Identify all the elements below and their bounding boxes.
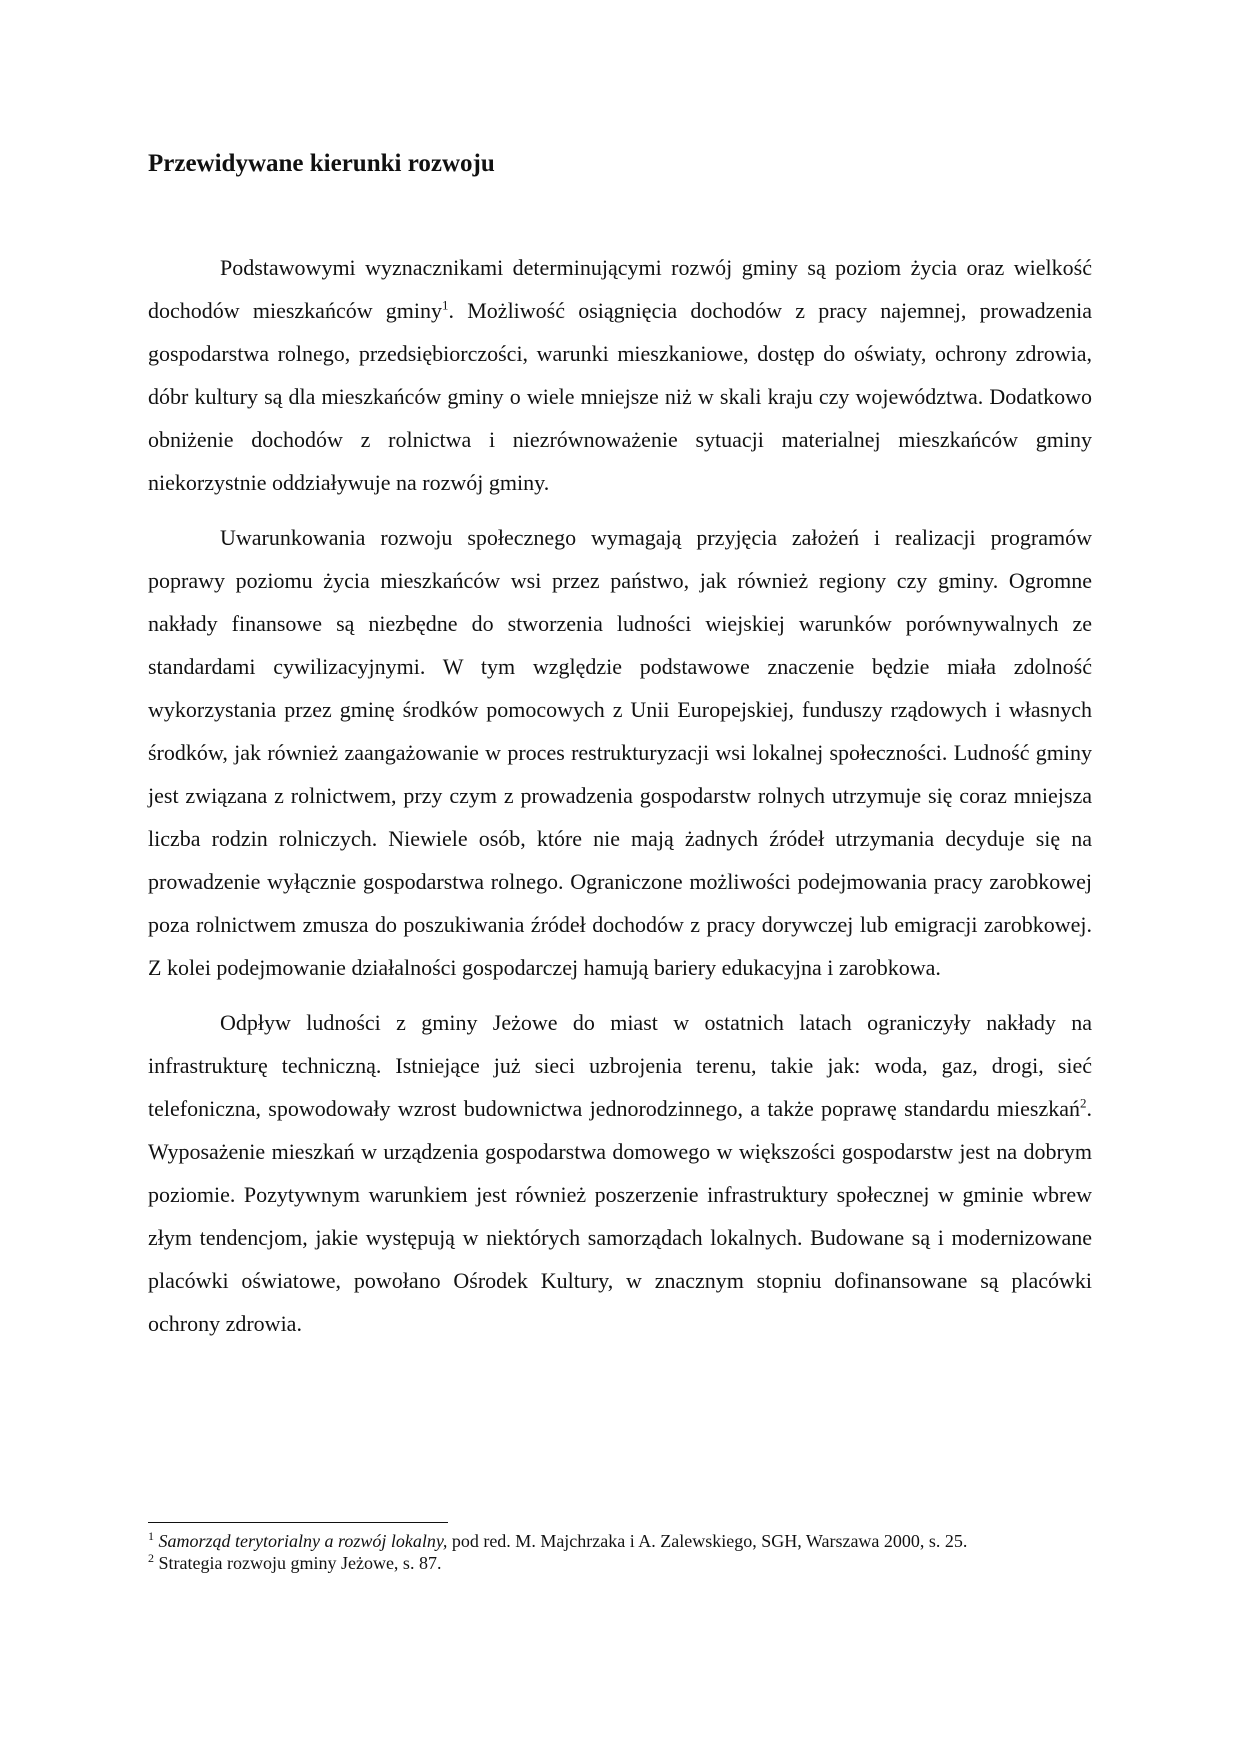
footnote-ref-1: 1 (442, 297, 449, 313)
footnote-2-text: Strategia rozwoju gminy Jeżowe, s. 87. (158, 1553, 442, 1573)
paragraph-1 (148, 246, 1092, 504)
footnote-2 (148, 1552, 1092, 1574)
footnote-1-title: Samorząd terytorialny a rozwój lokalny, (158, 1531, 448, 1551)
footnote-1 (148, 1530, 1092, 1552)
footnote-ref-2: 2 (1080, 1095, 1087, 1111)
paragraph-1-text-a: Podstawowymi wyznacznikami determinującymi rozwój gminy są poziom życia oraz wielkość dochodów mieszkańców gminy (148, 255, 1092, 323)
paragraph-1-text-b: . Możliwość osiągnięcia dochodów z pracy najemnej, prowadzenia gospodarstwa rolnego, przedsiębiorczości, warunki mieszkaniowe, dostęp do oświaty, ochrony zdrowia, dóbr kultury są dla mieszkańców gminy o wiele mniejsze niż w skali kraju czy województwa. Dodatkowo obniżenie dochodów z rolnictwa i niezrównoważenie sytuacji materialnej mieszkańców gminy niekorzystnie oddziaływuje na rozwój gminy. (148, 298, 1092, 495)
footnotes (148, 1530, 1092, 1574)
paragraph-3 (148, 1001, 1092, 1345)
footnote-2-marker: 2 (148, 1551, 154, 1565)
paragraph-3-text-b: . Wyposażenie mieszkań w urządzenia gospodarstwa domowego w większości gospodarstw jest na dobrym poziomie. Pozytywnym warunkiem jest również poszerzenie infrastruktury społecznej w gminie wbrew złym tendencjom, jakie występują w niektórych samorządach lokalnych. Budowane są i modernizowane placówki oświatowe, powołano Ośrodek Kultury, w znacznym stopniu dofinansowane są placówki ochrony zdrowia. (148, 1096, 1092, 1336)
footnote-separator (148, 1522, 448, 1523)
footnote-1-text: pod red. M. Majchrzaka i A. Zalewskiego, SGH, Warszawa 2000, s. 25. (447, 1531, 968, 1551)
body-text (148, 246, 1092, 1357)
footnote-1-marker: 1 (148, 1529, 154, 1543)
page-title: Przewidywane kierunki rozwoju (148, 150, 495, 177)
paragraph-2: Uwarunkowania rozwoju społecznego wymagają przyjęcia założeń i realizacji programów poprawy poziomu życia mieszkańców wsi przez państwo, jak również regiony czy gminy. Ogromne nakłady finansowe są niezbędne do stworzenia ludności wiejskiej warunków porównywalnych ze standardami cywilizacyjnymi. W tym względzie podstawowe znaczenie będzie miała zdolność wykorzystania przez gminę środków pomocowych z Unii Europejskiej, funduszy rządowych i własnych środków, jak również zaangażowanie w proces restrukturyzacji wsi lokalnej społeczności. Ludność gminy jest związana z rolnictwem, przy czym z prowadzenia gospodarstw rolnych utrzymuje się coraz mniejsza liczba rodzin rolniczych. Niewiele osób, które nie mają żadnych źródeł utrzymania decyduje się na prowadzenie wyłącznie gospodarstwa rolnego. Ograniczone możliwości podejmowania pracy zarobkowej poza rolnictwem zmusza do poszukiwania źródeł dochodów z pracy dorywczej lub emigracji zarobkowej. Z kolei podejmowanie działalności gospodarczej hamują bariery edukacyjna i zarobkowa. (148, 525, 1092, 980)
paragraph-3-text-a: Odpływ ludności z gminy Jeżowe do miast w ostatnich latach ograniczyły nakłady na infrastrukturę techniczną. Istniejące już sieci uzbrojenia terenu, takie jak: woda, gaz, drogi, sieć telefoniczna, spowodowały wzrost budownictwa jednorodzinnego, a także poprawę standardu mieszkań (148, 1010, 1092, 1121)
